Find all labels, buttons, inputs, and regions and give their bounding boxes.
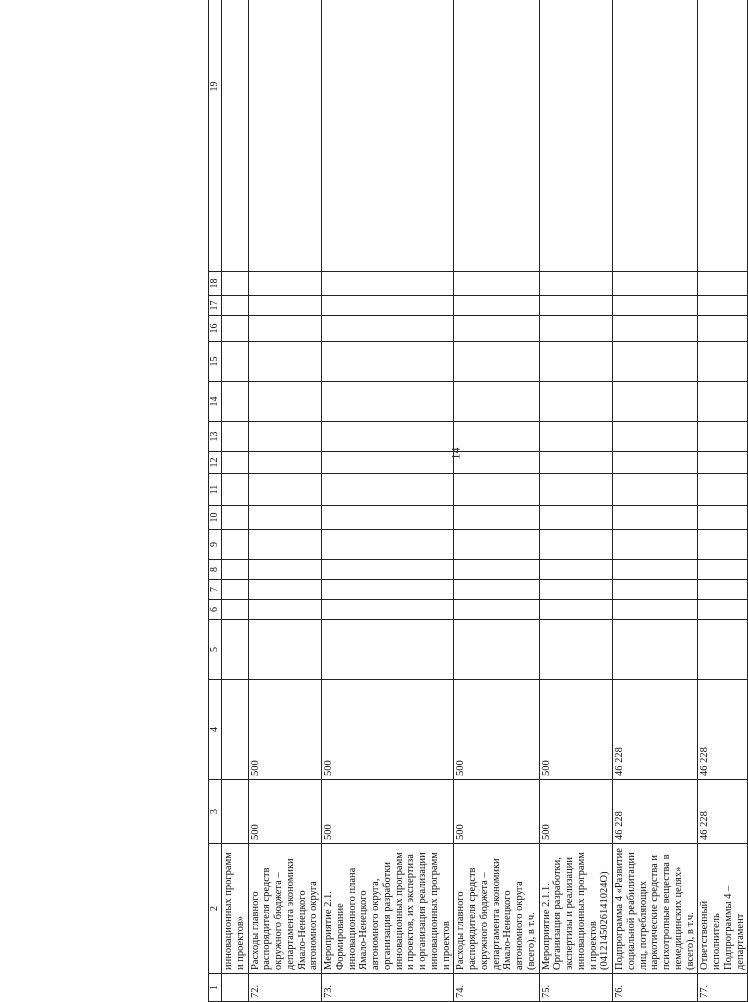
row-value-col4: 500 — [248, 680, 322, 780]
header-cell: 14 — [209, 382, 222, 422]
row-name: Расходы главного распорядителя средств окружного бюджета – департамента экономики Ямало-Ненецкого автономного округа — [248, 844, 322, 974]
table-row — [539, 0, 613, 1002]
row-number — [222, 974, 249, 1002]
header-cell: 18 — [209, 272, 222, 296]
header-cell: 10 — [209, 506, 222, 530]
header-cell: 7 — [209, 580, 222, 600]
row-value-col3: 46 228 — [698, 780, 748, 844]
table-row — [613, 0, 698, 1002]
table-row — [222, 0, 249, 1002]
row-value-col4: 500 — [322, 680, 454, 780]
header-cell: 8 — [209, 560, 222, 580]
row-number: 72. — [248, 974, 322, 1002]
row-name: Мероприятие 2.1.1. Организация разработки, экспертизы и реализации инновационных программ и проектов (0412145026141024О) — [539, 844, 613, 974]
row-value-col4 — [222, 680, 249, 780]
header-cell: 4 — [209, 680, 222, 780]
row-number: 73. — [322, 974, 454, 1002]
header-cell: 5 — [209, 620, 222, 680]
header-cell: 19 — [209, 0, 222, 272]
row-value-col3: 500 — [454, 780, 539, 844]
table-row — [322, 0, 454, 1002]
table-row — [454, 0, 539, 1002]
row-name: Мероприятие 2.1. Формирование инновационного плана Ямало-Ненецкого автономного округа, организация разработки инновационных программ и проектов, их экспертиза и организация реализации инновационных программ и проектов — [322, 844, 454, 974]
row-value-col4: 500 — [539, 680, 613, 780]
row-name: Ответственный исполнитель Подпрограммы 4 – департамент — [698, 844, 748, 974]
row-value-col3 — [222, 780, 249, 844]
header-cell: 1 — [209, 974, 222, 1002]
row-name: Расходы главного распорядителя средств окружного бюджета – департамента экономики Ямало-Ненецкого автономного округа (всего), в т.ч. — [454, 844, 539, 974]
row-value-col3: 46 228 — [613, 780, 698, 844]
page-number: 14 — [448, 447, 463, 460]
header-cell: 3 — [209, 780, 222, 844]
header-cell: 11 — [209, 474, 222, 506]
row-name: инновационных программ и проектов» — [222, 844, 249, 974]
row-value-col4: 500 — [454, 680, 539, 780]
row-value-col3: 500 — [539, 780, 613, 844]
table-row — [698, 0, 748, 1002]
header-cell: 6 — [209, 600, 222, 620]
row-number: 76. — [613, 974, 698, 1002]
row-number: 75. — [539, 974, 613, 1002]
header-cell: 17 — [209, 296, 222, 316]
row-value-col3: 500 — [322, 780, 454, 844]
header-cell: 9 — [209, 530, 222, 560]
header-cell: 12 — [209, 452, 222, 474]
table-row — [248, 0, 322, 1002]
budget-table — [208, 0, 748, 1002]
row-number: 74. — [454, 974, 539, 1002]
budget-table-sheet — [208, 0, 746, 1002]
header-row — [209, 0, 222, 1002]
row-value-col4: 46 228 — [698, 680, 748, 780]
row-number: 77. — [698, 974, 748, 1002]
row-value-col3: 500 — [248, 780, 322, 844]
row-value-col4: 46 228 — [613, 680, 698, 780]
row-name: Подпрограмма 4 «Развитие социальной реабилитации лиц, потребляющих наркотические средства и психотропные вещества в немедицинских целях» (всего), в т.ч. — [613, 844, 698, 974]
header-cell: 16 — [209, 316, 222, 342]
header-cell: 2 — [209, 844, 222, 974]
header-cell: 13 — [209, 422, 222, 452]
header-cell: 15 — [209, 342, 222, 382]
